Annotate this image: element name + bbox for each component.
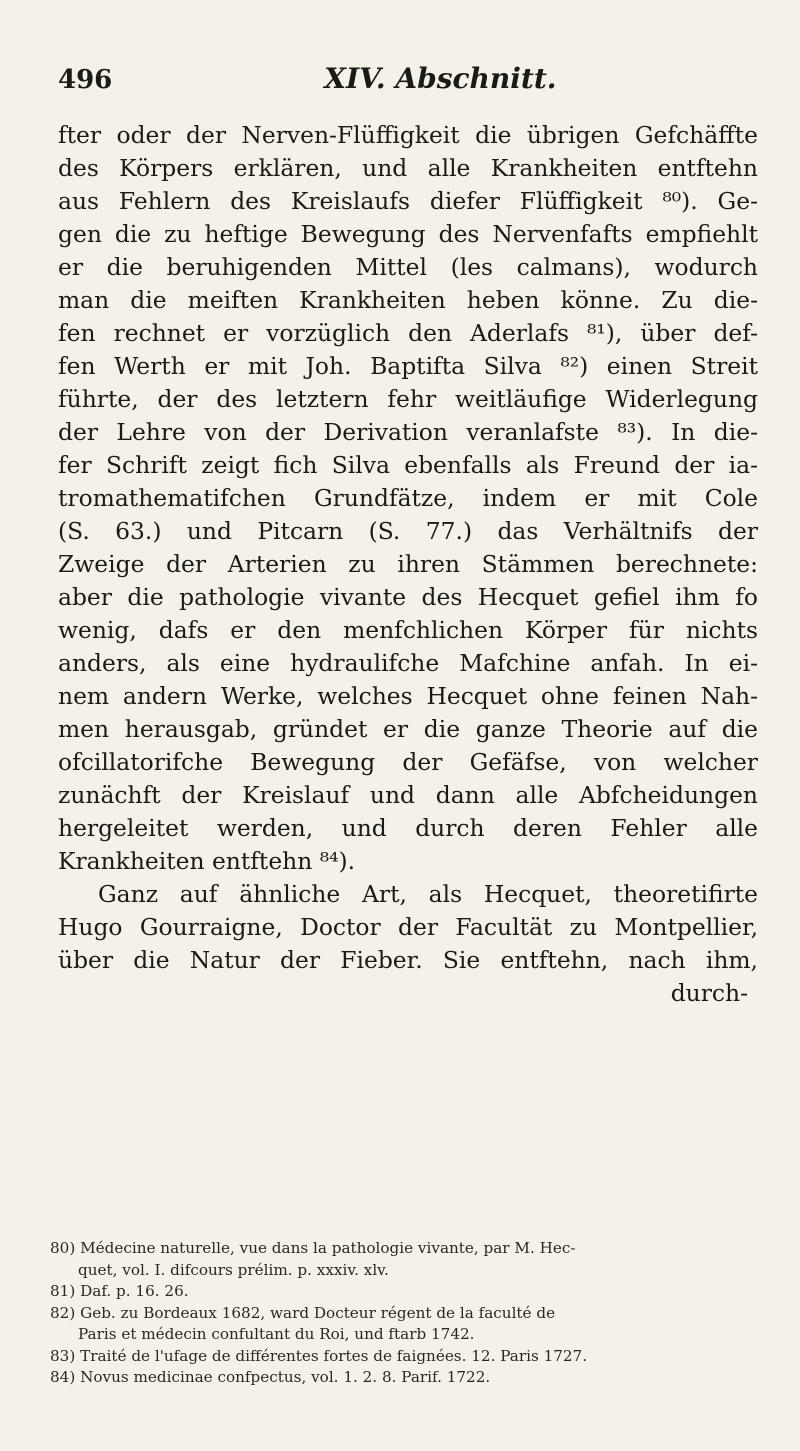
text-line: Krankheiten entftehn ⁸⁴). — [58, 847, 356, 875]
text-line: zunächft der Kreislauf und dann alle Abfcheidungen — [58, 781, 758, 809]
footnote-line — [50, 1324, 760, 1346]
footnote-line — [50, 1238, 760, 1260]
body-text — [58, 119, 758, 1010]
text-line: fer Schrift zeigt fich Silva ebenfalls als Freund der ia- — [58, 451, 758, 479]
text-line: nem andern Werke, welches Hecquet ohne feinen Nah- — [58, 682, 758, 710]
text-line: Hugo Gourraigne, Doctor der Facultät zu Montpellier, — [58, 913, 758, 941]
text-line: anders, als eine hydraulifche Mafchine anfah. In ei- — [58, 649, 758, 677]
footnote-mark: 82) — [50, 1303, 76, 1322]
text-line: fter oder der Nerven-Flüffigkeit die übrigen Gefchäffte — [58, 121, 758, 149]
footnote-text: quet, vol. I. difcours prélim. p. xxxiv. xlv. — [78, 1260, 389, 1279]
text-line: ofcillatorifche Bewegung der Gefäfse, von welcher — [58, 748, 758, 776]
text-line: der Lehre von der Derivation veranlafste ⁸³). In die- — [58, 418, 758, 446]
footnote-text: Médecine naturelle, vue dans la pathologie vivante, par M. Hec- — [80, 1239, 576, 1257]
footnote-mark: 84) — [50, 1368, 76, 1386]
text-line: wenig, dafs er den menfchlichen Körper für nichts — [58, 616, 758, 644]
text-line: gen die zu heftige Bewegung des Nervenfafts empfiehlt — [58, 220, 758, 248]
text-line: fen rechnet er vorzüglich den Aderlafs ⁸¹), über def- — [58, 319, 758, 347]
footnote-mark: 80) — [50, 1239, 76, 1257]
text-line: hergeleitet werden, und durch deren Fehler alle — [58, 814, 758, 842]
catchword: durch- — [670, 979, 748, 1007]
text-line: führte, der des letztern fehr weitläufige Widerlegung — [58, 385, 758, 413]
text-line: er die beruhigenden Mittel (les calmans), wodurch — [58, 253, 758, 281]
text-line: des Körpers erklären, und alle Krankheiten entftehn — [58, 154, 758, 182]
footnote-text: Novus medicinae confpectus, vol. 1. 2. 8. Parif. 1722. — [80, 1368, 491, 1386]
text-line: fen Werth er mit Joh. Baptifta Silva ⁸²) einen Streit — [58, 352, 758, 380]
footnote-line — [50, 1303, 760, 1325]
footnote-line — [50, 1367, 760, 1389]
page-header — [58, 62, 740, 106]
running-head: XIV. Abschnitt. — [324, 62, 557, 95]
footnote-text: Daf. p. 16. 26. — [80, 1282, 189, 1300]
footnote-text: Traité de l'ufage de différentes fortes de faignées. 12. Paris 1727. — [80, 1346, 588, 1365]
footnote-text: Paris et médecin confultant du Roi, und ftarb 1742. — [78, 1325, 475, 1343]
footnotes — [50, 1238, 760, 1389]
footnote-line — [50, 1346, 760, 1368]
text-line: (S. 63.) und Pitcarn (S. 77.) das Verhältnifs der — [58, 517, 758, 545]
text-line: Zweige der Arterien zu ihren Stämmen berechnete: — [58, 550, 758, 578]
text-line: men herausgab, gründet er die ganze Theorie auf die — [58, 715, 758, 743]
text-line: man die meiften Krankheiten heben könne. Zu die- — [58, 286, 758, 314]
page-number: 496 — [58, 65, 113, 95]
text-line: tromathematifchen Grundfätze, indem er mit Cole — [58, 484, 758, 512]
footnote-line — [50, 1260, 760, 1282]
footnote-mark: 83) — [50, 1346, 76, 1365]
text-line: aus Fehlern des Kreislaufs diefer Flüffigkeit ⁸⁰). Ge- — [58, 187, 758, 215]
footnote-mark: 81) — [50, 1282, 76, 1300]
footnote-text: Geb. zu Bordeaux 1682, ward Docteur régent de la faculté de — [80, 1303, 556, 1322]
text-line: aber die pathologie vivante des Hecquet gefiel ihm fo — [58, 583, 758, 611]
text-line: über die Natur der Fieber. Sie entftehn, nach ihm, — [58, 946, 758, 974]
footnote-line — [50, 1281, 760, 1303]
text-line: Ganz auf ähnliche Art, als Hecquet, theoretifirte — [98, 880, 758, 908]
